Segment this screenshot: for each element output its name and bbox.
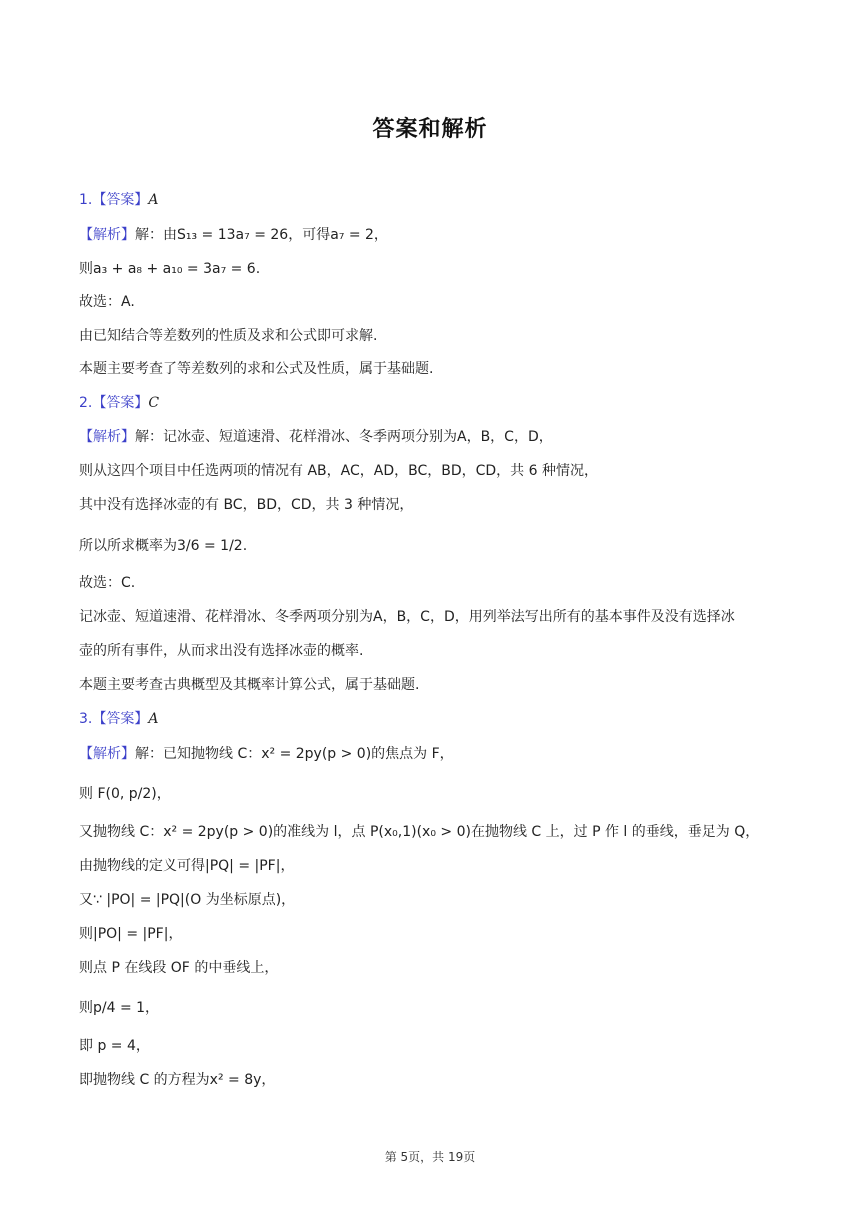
solution-line: 故选：A. [79,294,135,310]
solution-line: 所以所求概率为3/6 = 1/2. [79,538,248,554]
page-number: 第 5页，共 19页 [384,1150,476,1164]
solution-line: 本题主要考查了等差数列的求和公式及性质，属于基础题. [79,361,434,377]
solution-line: 则从这四个项目中任选两项的情况有 AB，AC，AD，BC，BD，CD，共 6 种情况， [79,463,598,479]
question-3-header [79,709,800,729]
solution-line: 由抛物线的定义可得|PQ| = |PF|， [79,858,295,874]
analysis-tag: 【解析】 [79,746,135,762]
solution-text: 解：已知抛物线 C：x² = 2py(p > 0)的焦点为 F， [135,746,454,762]
solution-line [79,225,800,245]
answer-letter: C [148,395,160,411]
solution-line: 则p/4 = 1， [79,1000,160,1016]
solution-line: 其中没有选择冰壶的有 BC，BD，CD，共 3 种情况， [79,497,414,513]
solution-line: 则|PO| = |PF|， [79,926,183,942]
solution-line: 即 p = 4， [79,1038,150,1054]
solution-line: 则 F(0, p/2)， [79,786,171,802]
question-2-header [79,393,800,413]
solution-line: 故选：C. [79,575,136,591]
solution-line: 又抛物线 C：x² = 2py(p > 0)的准线为 l，点 P(x₀,1)(x₀ > 0)在抛物线 C 上，过 P 作 l 的垂线，垂足为 Q， [79,824,760,840]
answer-label: 【答案】 [92,395,149,411]
solution-line: 即抛物线 C 的方程为x² = 8y， [79,1072,276,1088]
page-title: 答案和解析 [372,117,488,142]
solution-line: 本题主要考查古典概型及其概率计算公式，属于基础题. [79,677,420,693]
analysis-tag: 【解析】 [79,429,135,445]
solution-line: 记冰壶、短道速滑、花样滑冰、冬季两项分别为A，B，C，D，用列举法写出所有的基本事件及没有选择冰 [79,609,735,625]
question-1-header [79,190,800,210]
question-number: 1. [79,192,93,208]
solution-line: 由已知结合等差数列的性质及求和公式即可求解. [79,328,378,344]
solution-line: 则点 P 在线段 OF 的中垂线上， [79,960,279,976]
solution-line: 壶的所有事件，从而求出没有选择冰壶的概率. [79,643,364,659]
question-number: 3. [79,711,93,727]
solution-text: 解：由S₁₃ = 13a₇ = 26，可得a₇ = 2， [135,227,388,243]
answer-label: 【答案】 [92,711,149,727]
answer-label: 【答案】 [92,192,149,208]
solution-line [79,744,800,764]
question-number: 2. [79,395,93,411]
answer-letter: A [148,192,159,208]
answer-letter: A [148,711,159,727]
solution-text: 解：记冰壶、短道速滑、花样滑冰、冬季两项分别为A，B，C，D， [135,429,553,445]
solution-line: 则a₃ + a₈ + a₁₀ = 3a₇ = 6. [79,261,261,277]
analysis-tag: 【解析】 [79,227,135,243]
solution-line [79,427,800,447]
solution-line: 又∵ |PO| = |PQ|(O 为坐标原点)， [79,892,296,908]
